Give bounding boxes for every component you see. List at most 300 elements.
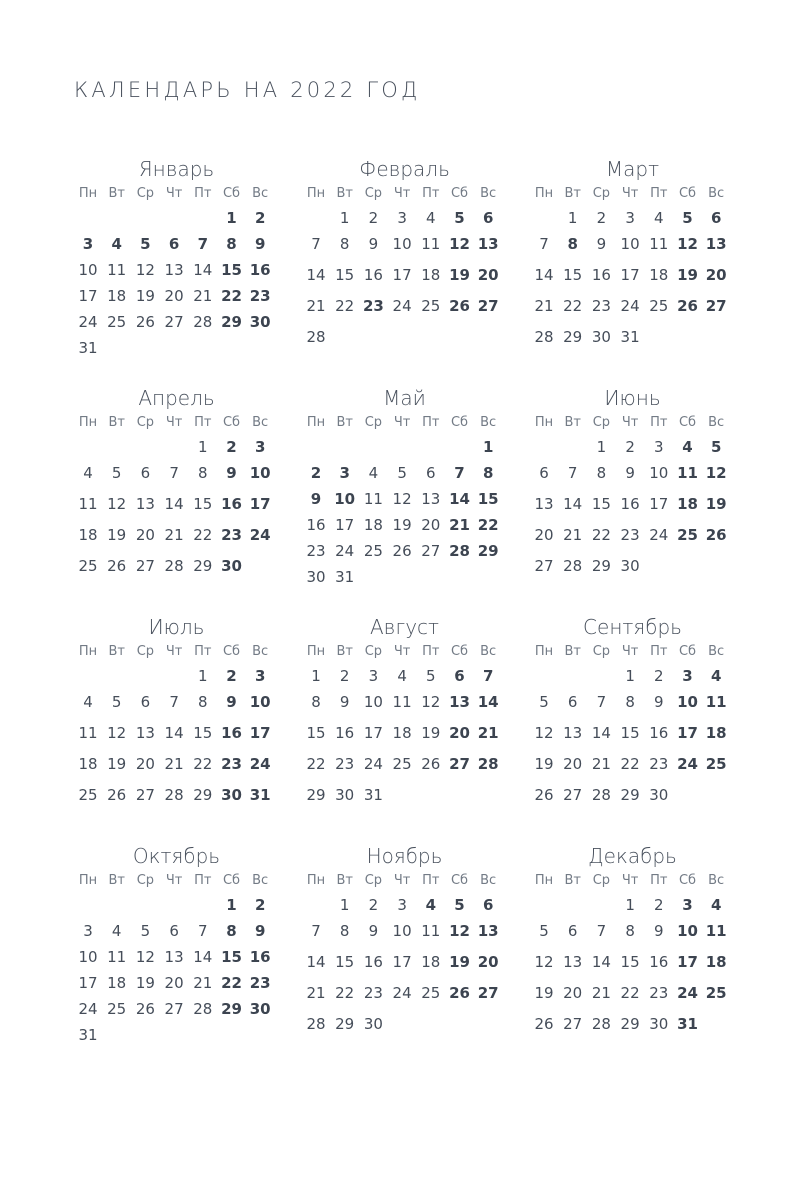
weekday-label: Ср	[364, 415, 383, 430]
day-cell-holiday: 23	[249, 287, 271, 305]
weekday-label: Сб	[678, 644, 697, 659]
day-cell: 31	[620, 328, 640, 346]
day-cell-holiday: 4	[710, 896, 722, 914]
day-cell: 2	[654, 667, 664, 685]
day-cell-holiday: 25	[677, 526, 698, 544]
day-cell: 30	[335, 786, 355, 804]
day-cell: 23	[363, 984, 383, 1002]
day-cell-holiday: 20	[477, 953, 499, 971]
day-cell-holiday: 23	[362, 297, 384, 315]
day-cell: 24	[78, 1000, 98, 1018]
weekday-label: Ср	[364, 186, 383, 201]
day-cell-holiday: 6	[482, 896, 494, 914]
day-cell: 1	[567, 209, 578, 227]
day-cell-holiday: 27	[477, 984, 499, 1002]
day-cell-holiday: 19	[705, 495, 727, 513]
day-cell: 2	[339, 667, 350, 685]
day-cell: 25	[649, 297, 669, 315]
day-cell: 15	[306, 724, 326, 742]
day-cell: 26	[135, 1000, 155, 1018]
weekday-label: Пн	[306, 873, 326, 888]
weekday-label: Пн	[306, 186, 326, 201]
day-cell: 21	[193, 974, 213, 992]
day-cell-holiday: 31	[249, 786, 271, 804]
day-cell: 9	[339, 693, 350, 711]
day-cell: 12	[534, 724, 554, 742]
day-cell: 8	[198, 464, 208, 482]
day-cell: 14	[306, 953, 326, 971]
weekday-label: Пт	[422, 186, 440, 201]
day-cell: 30	[363, 1015, 383, 1033]
day-cell-holiday: 8	[226, 235, 237, 253]
day-cell-holiday: 5	[140, 235, 151, 253]
day-cell: 19	[107, 755, 127, 773]
day-cell: 27	[421, 542, 441, 560]
day-cell: 20	[164, 974, 184, 992]
day-cell: 16	[591, 266, 611, 284]
weekday-label: Вс	[480, 873, 497, 888]
weekday-label: Пн	[306, 415, 326, 430]
day-cell: 19	[534, 755, 554, 773]
day-cell: 4	[83, 464, 93, 482]
day-cell-holiday: 15	[221, 261, 242, 279]
month-name: Ноябрь	[366, 844, 443, 868]
day-cell-holiday: 14	[477, 693, 499, 711]
day-cell: 11	[421, 922, 441, 940]
day-cell: 7	[169, 693, 179, 711]
day-cell: 8	[339, 922, 350, 940]
weekday-label: Сб	[450, 873, 469, 888]
day-cell-holiday: 9	[226, 693, 237, 711]
month-name: Март	[605, 157, 660, 181]
day-cell: 26	[534, 786, 554, 804]
day-cell: 9	[654, 922, 664, 940]
day-cell: 27	[164, 313, 184, 331]
weekday-label: Вс	[480, 415, 497, 430]
day-cell: 3	[397, 209, 407, 227]
day-cell-holiday: 11	[705, 922, 727, 940]
weekday-label: Сб	[678, 186, 697, 201]
day-cell-holiday: 12	[705, 464, 727, 482]
day-cell: 17	[335, 516, 355, 534]
day-cell-holiday: 19	[449, 953, 470, 971]
weekday-label: Вт	[108, 644, 125, 659]
day-cell: 4	[426, 209, 436, 227]
day-cell: 10	[392, 235, 412, 253]
day-cell-holiday: 9	[226, 464, 237, 482]
day-cell-holiday: 31	[677, 1015, 698, 1033]
day-cell-holiday: 2	[254, 209, 266, 227]
day-cell-holiday: 23	[249, 974, 271, 992]
weekday-label: Чт	[621, 186, 639, 201]
day-cell: 21	[591, 984, 611, 1002]
day-cell: 14	[306, 266, 326, 284]
day-cell: 16	[363, 266, 383, 284]
day-cell: 27	[563, 1015, 583, 1033]
day-cell: 8	[625, 922, 635, 940]
month-name: Апрель	[138, 386, 215, 410]
day-cell: 3	[397, 896, 407, 914]
day-cell: 19	[392, 516, 412, 534]
day-cell-holiday: 7	[454, 464, 465, 482]
day-cell: 22	[620, 984, 640, 1002]
day-cell-holiday: 3	[339, 464, 350, 482]
day-cell: 28	[193, 313, 213, 331]
day-cell: 2	[368, 896, 379, 914]
weekday-label: Сб	[450, 186, 469, 201]
weekday-label: Пт	[422, 644, 440, 659]
day-cell-holiday: 30	[249, 1000, 271, 1018]
day-cell: 12	[392, 490, 412, 508]
weekday-label: Ср	[364, 873, 383, 888]
day-cell: 14	[193, 948, 213, 966]
day-cell: 7	[596, 693, 607, 711]
day-cell: 3	[625, 209, 635, 227]
day-cell: 9	[654, 693, 664, 711]
day-cell: 13	[164, 261, 184, 279]
day-cell: 25	[107, 313, 127, 331]
day-cell: 28	[306, 1015, 326, 1033]
day-cell: 27	[164, 1000, 184, 1018]
day-cell-holiday: 3	[254, 667, 266, 685]
weekday-label: Вт	[564, 644, 581, 659]
weekday-label: Пн	[534, 873, 554, 888]
day-cell-holiday: 2	[226, 438, 237, 456]
day-cell-holiday: 1	[226, 896, 237, 914]
day-cell-holiday: 5	[682, 209, 693, 227]
day-cell: 17	[78, 974, 98, 992]
day-cell: 11	[78, 495, 98, 513]
day-cell-holiday: 20	[449, 724, 470, 742]
day-cell: 21	[164, 526, 184, 544]
day-cell-holiday: 6	[710, 209, 722, 227]
day-cell-holiday: 10	[249, 464, 271, 482]
day-cell-holiday: 25	[705, 755, 727, 773]
day-cell-holiday: 12	[449, 922, 470, 940]
weekday-label: Вт	[108, 873, 125, 888]
day-cell: 29	[306, 786, 326, 804]
day-cell: 23	[591, 297, 611, 315]
day-cell: 17	[78, 287, 98, 305]
weekday-label: Пн	[534, 186, 554, 201]
day-cell: 17	[363, 724, 383, 742]
day-cell: 28	[534, 328, 554, 346]
weekday-label: Пт	[422, 873, 440, 888]
weekday-label: Чт	[621, 415, 639, 430]
day-cell: 1	[625, 896, 635, 914]
day-cell: 17	[392, 953, 412, 971]
day-cell: 21	[306, 297, 326, 315]
day-cell: 30	[591, 328, 611, 346]
day-cell: 20	[534, 526, 554, 544]
day-cell: 20	[164, 287, 184, 305]
day-cell-holiday: 18	[705, 724, 727, 742]
day-cell: 29	[193, 786, 213, 804]
day-cell-holiday: 9	[310, 490, 322, 508]
day-cell-holiday: 25	[705, 984, 727, 1002]
day-cell-holiday: 9	[254, 922, 266, 940]
day-cell: 1	[596, 438, 607, 456]
day-cell: 21	[563, 526, 583, 544]
day-cell: 21	[164, 755, 184, 773]
day-cell: 23	[649, 755, 669, 773]
day-cell-holiday: 15	[477, 490, 499, 508]
day-cell: 22	[193, 755, 213, 773]
day-cell: 15	[335, 266, 355, 284]
month-name: Сентябрь	[583, 615, 682, 639]
day-cell-holiday: 3	[682, 896, 693, 914]
day-cell: 16	[649, 724, 669, 742]
day-cell: 8	[339, 235, 350, 253]
day-cell-holiday: 27	[477, 297, 499, 315]
day-cell-holiday: 15	[221, 948, 242, 966]
day-cell: 28	[164, 557, 184, 575]
day-cell: 26	[135, 313, 155, 331]
day-cell: 6	[140, 693, 151, 711]
weekday-label: Сб	[678, 415, 697, 430]
weekday-label: Сб	[222, 873, 241, 888]
day-cell: 31	[363, 786, 383, 804]
day-cell: 6	[169, 922, 179, 940]
day-cell: 6	[567, 922, 578, 940]
day-cell-holiday: 5	[454, 896, 465, 914]
day-cell-holiday: 4	[682, 438, 693, 456]
day-cell: 30	[649, 1015, 669, 1033]
day-cell: 18	[649, 266, 669, 284]
day-cell: 1	[339, 896, 350, 914]
weekday-label: Пт	[194, 415, 212, 430]
day-cell-holiday: 2	[310, 464, 322, 482]
day-cell: 19	[135, 287, 155, 305]
day-cell-holiday: 30	[249, 313, 271, 331]
weekday-label: Чт	[393, 644, 411, 659]
weekday-label: Пн	[534, 644, 554, 659]
day-cell: 10	[78, 948, 98, 966]
day-cell-holiday: 10	[677, 693, 698, 711]
weekday-label: Пт	[650, 644, 668, 659]
day-cell-holiday: 28	[477, 755, 499, 773]
day-cell: 5	[140, 922, 151, 940]
weekday-label: Вс	[252, 186, 269, 201]
day-cell: 18	[78, 755, 98, 773]
day-cell: 14	[164, 724, 184, 742]
day-cell: 16	[363, 953, 383, 971]
day-cell-holiday: 20	[705, 266, 727, 284]
day-cell: 23	[335, 755, 355, 773]
day-cell: 6	[539, 464, 549, 482]
day-cell: 12	[107, 724, 127, 742]
month-name: Август	[369, 615, 440, 639]
day-cell: 18	[421, 266, 441, 284]
day-cell: 24	[78, 313, 98, 331]
day-cell-holiday: 18	[677, 495, 698, 513]
weekday-label: Вс	[708, 186, 725, 201]
day-cell: 13	[534, 495, 554, 513]
day-cell-holiday: 5	[710, 438, 722, 456]
weekday-label: Вт	[108, 186, 125, 201]
day-cell: 26	[392, 542, 412, 560]
day-cell: 29	[620, 1015, 640, 1033]
day-cell-holiday: 11	[705, 693, 727, 711]
day-cell: 26	[534, 1015, 554, 1033]
day-cell-holiday: 10	[677, 922, 698, 940]
day-cell: 9	[625, 464, 635, 482]
day-cell: 15	[193, 724, 213, 742]
day-cell: 5	[397, 464, 407, 482]
day-cell: 24	[392, 984, 412, 1002]
day-cell: 5	[426, 667, 436, 685]
day-cell: 2	[368, 209, 379, 227]
month-name: Июль	[148, 615, 205, 639]
day-cell: 24	[363, 755, 383, 773]
day-cell: 16	[306, 516, 326, 534]
weekday-label: Пт	[194, 186, 212, 201]
day-cell: 25	[363, 542, 383, 560]
day-cell: 27	[135, 786, 155, 804]
weekday-label: Чт	[165, 644, 183, 659]
day-cell: 20	[563, 755, 583, 773]
weekday-label: Ср	[592, 873, 611, 888]
day-cell: 25	[78, 557, 98, 575]
day-cell-holiday: 16	[249, 948, 271, 966]
weekday-label: Вт	[336, 644, 353, 659]
day-cell: 30	[649, 786, 669, 804]
day-cell: 1	[198, 667, 208, 685]
weekday-label: Ср	[136, 873, 155, 888]
month-name: Октябрь	[132, 844, 221, 868]
day-cell-holiday: 26	[449, 297, 470, 315]
day-cell-holiday: 26	[677, 297, 698, 315]
day-cell: 13	[135, 724, 155, 742]
day-cell-holiday: 30	[221, 557, 242, 575]
day-cell: 1	[311, 667, 321, 685]
weekday-label: Пт	[194, 644, 212, 659]
day-cell: 13	[563, 724, 583, 742]
day-cell: 22	[335, 984, 355, 1002]
weekday-label: Вс	[708, 644, 725, 659]
day-cell: 20	[135, 526, 155, 544]
day-cell: 7	[539, 235, 549, 253]
weekday-label: Вс	[480, 644, 497, 659]
day-cell-holiday: 29	[221, 313, 242, 331]
day-cell: 12	[107, 495, 127, 513]
day-cell: 26	[107, 786, 127, 804]
month-name: Июнь	[604, 386, 661, 410]
day-cell-holiday: 4	[710, 667, 722, 685]
day-cell: 18	[363, 516, 383, 534]
day-cell-holiday: 2	[226, 667, 237, 685]
day-cell: 3	[654, 438, 664, 456]
day-cell: 13	[563, 953, 583, 971]
month-name: Январь	[138, 157, 215, 181]
day-cell-holiday: 30	[221, 786, 242, 804]
weekday-label: Чт	[393, 873, 411, 888]
day-cell: 12	[135, 261, 155, 279]
day-cell-holiday: 22	[221, 287, 242, 305]
day-cell: 26	[421, 755, 441, 773]
day-cell: 1	[339, 209, 350, 227]
day-cell: 15	[193, 495, 213, 513]
day-cell: 11	[392, 693, 412, 711]
day-cell-holiday: 14	[449, 490, 470, 508]
day-cell: 6	[426, 464, 436, 482]
weekday-label: Пт	[650, 415, 668, 430]
day-cell: 10	[78, 261, 98, 279]
day-cell-holiday: 24	[677, 984, 698, 1002]
day-cell: 16	[620, 495, 640, 513]
day-cell: 22	[591, 526, 611, 544]
day-cell: 11	[107, 948, 127, 966]
day-cell: 8	[311, 693, 321, 711]
day-cell: 12	[534, 953, 554, 971]
day-cell: 17	[620, 266, 640, 284]
day-cell: 5	[539, 693, 549, 711]
day-cell: 28	[563, 557, 583, 575]
day-cell: 29	[335, 1015, 355, 1033]
weekday-label: Пт	[422, 415, 440, 430]
day-cell: 7	[311, 235, 321, 253]
day-cell: 5	[111, 464, 122, 482]
day-cell: 8	[198, 693, 208, 711]
day-cell: 2	[596, 209, 607, 227]
weekday-label: Вт	[336, 873, 353, 888]
day-cell: 11	[107, 261, 127, 279]
day-cell-holiday: 13	[705, 235, 727, 253]
day-cell: 23	[306, 542, 326, 560]
weekday-label: Вт	[336, 186, 353, 201]
day-cell: 30	[620, 557, 640, 575]
day-cell: 9	[368, 922, 379, 940]
day-cell: 11	[649, 235, 669, 253]
day-cell: 19	[107, 526, 127, 544]
day-cell-holiday: 24	[249, 755, 271, 773]
weekday-label: Пн	[78, 186, 98, 201]
day-cell-holiday: 27	[449, 755, 470, 773]
day-cell: 22	[563, 297, 583, 315]
day-cell: 23	[620, 526, 640, 544]
day-cell: 5	[539, 922, 549, 940]
weekday-label: Вт	[336, 415, 353, 430]
day-cell: 25	[392, 755, 412, 773]
day-cell: 3	[83, 922, 93, 940]
weekday-label: Пн	[78, 644, 98, 659]
weekday-label: Ср	[136, 186, 155, 201]
day-cell-holiday: 8	[567, 235, 578, 253]
day-cell-holiday: 6	[482, 209, 494, 227]
day-cell: 9	[596, 235, 607, 253]
day-cell-holiday: 16	[221, 495, 242, 513]
day-cell: 1	[198, 438, 208, 456]
weekday-label: Сб	[222, 186, 241, 201]
day-cell-holiday: 21	[477, 724, 499, 742]
day-cell-holiday: 16	[221, 724, 242, 742]
day-cell-holiday: 1	[482, 438, 494, 456]
weekday-label: Сб	[678, 873, 697, 888]
day-cell: 10	[392, 922, 412, 940]
day-cell-holiday: 19	[449, 266, 470, 284]
day-cell: 28	[591, 786, 611, 804]
day-cell: 13	[164, 948, 184, 966]
weekday-label: Ср	[136, 415, 155, 430]
day-cell: 20	[421, 516, 441, 534]
day-cell-holiday: 26	[449, 984, 470, 1002]
day-cell: 24	[620, 297, 640, 315]
weekday-label: Пт	[650, 873, 668, 888]
day-cell-holiday: 20	[477, 266, 499, 284]
day-cell-holiday: 13	[477, 235, 499, 253]
weekday-label: Пт	[194, 873, 212, 888]
page-title: КАЛЕНДАРЬ НА 2022 ГОД	[74, 78, 421, 102]
